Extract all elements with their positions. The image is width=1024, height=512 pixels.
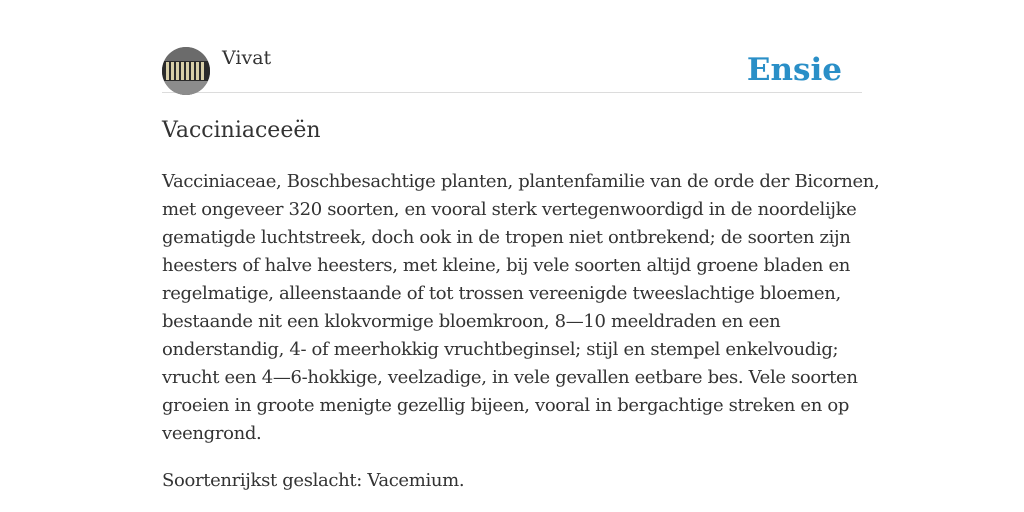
article-paragraph <box>162 168 880 448</box>
text-line: Vacciniaceae, Boschbesachtige planten, plantenfamilie van de orde der Bicornen, <box>162 171 880 192</box>
author-avatar[interactable] <box>162 47 210 95</box>
text-line: groeien in groote menigte gezellig bijeen, vooral in bergachtige streken en op <box>162 395 849 416</box>
text-line: regelmatige, alleenstaande of tot trossen vereenigde tweeslachtige bloemen, <box>162 283 841 304</box>
text-line: bestaande nit een klokvormige bloemkroon, 8—10 meeldraden en een <box>162 311 781 332</box>
text-line: heesters of halve heesters, met kleine, bij vele soorten altijd groene bladen en <box>162 255 851 276</box>
text-line: veengrond. <box>162 423 262 444</box>
article-body <box>162 168 880 512</box>
brand-logo[interactable]: Ensie <box>746 52 842 88</box>
article-paragraph: Soortenrijkst geslacht: Vacemium. <box>162 470 465 491</box>
text-line: onderstandig, 4- of meerhokkig vruchtbeginsel; stijl en stempel enkelvoudig; <box>162 339 839 360</box>
text-line: gematigde luchtstreek, doch ook in de tropen niet ontbrekend; de soorten zijn <box>162 227 851 248</box>
author-name[interactable]: Vivat <box>222 47 272 69</box>
avatar-image <box>162 47 210 95</box>
article-title: Vacciniaceeën <box>162 118 321 143</box>
text-line: vrucht een 4—6-hokkige, veelzadige, in vele gevallen eetbare bes. Vele soorten <box>162 367 858 388</box>
page-header <box>162 46 862 93</box>
text-line: met ongeveer 320 soorten, en vooral sterk vertegenwoordigd in de noordelijke <box>162 199 857 220</box>
